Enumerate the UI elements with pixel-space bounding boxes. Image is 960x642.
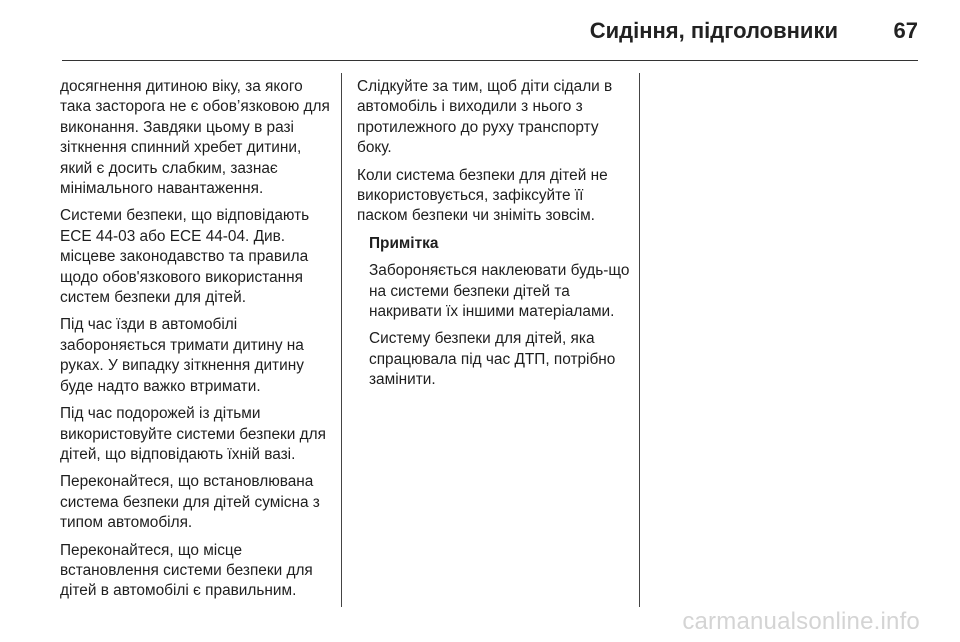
column-divider-left	[341, 73, 342, 607]
paragraph: Переконайтеся, що місце встановлення системи безпеки для дітей в автомобілі є правильним.	[60, 541, 313, 600]
page-number: 67	[893, 18, 918, 43]
paragraph: Коли система безпеки для дітей не використовується, зафіксуйте її паском безпеки чи зніміть зовсім.	[357, 166, 608, 225]
note-block	[369, 234, 632, 391]
note-paragraph: Систему безпеки для дітей, яка спрацювала під час ДТП, потрібно замінити.	[369, 330, 616, 389]
paragraph: Під час подорожей із дітьми використовуйте системи безпеки для дітей, що відповідають їхній вазі.	[60, 405, 326, 463]
paragraph: досягнення дитиною віку, за якого така засторога не є обов’язковою для виконання. Завдяки цьому в разі зіткнення спинний хребет дитини, який є досить слабким, зазнає мінімального навантаження.	[60, 78, 330, 198]
column-divider-right	[639, 73, 640, 607]
header-rule	[62, 60, 918, 61]
watermark: carmanualsonline.info	[682, 608, 920, 635]
paragraph: Слідкуйте за тим, щоб діти сідали в автомобіль і виходили з нього з протилежного до руху транспорту боку.	[357, 78, 613, 157]
right-column	[357, 77, 632, 398]
paragraph: Під час їзди в автомобілі забороняється тримати дитину на руках. У випадку зіткнення дитину буде надто важко втримати.	[60, 316, 304, 395]
paragraph: Переконайтеся, що встановлювана система безпеки для дітей сумісна з типом автомобіля.	[60, 473, 320, 532]
paragraph: Системи безпеки, що відповідають ЕСЕ 44-03 або ЕСЕ 44-04. Див. місцеве законодавство та правила щодо обов'язкового використання систем безпеки для дітей.	[60, 207, 310, 307]
page-header	[62, 8, 920, 58]
note-paragraph: Забороняється наклеювати будь-що на системи безпеки дітей та накривати їх іншими матеріалами.	[369, 262, 630, 321]
left-column	[60, 77, 335, 609]
page-title: Сидіння, підголовники	[589, 18, 838, 43]
note-title: Примітка	[369, 234, 439, 252]
